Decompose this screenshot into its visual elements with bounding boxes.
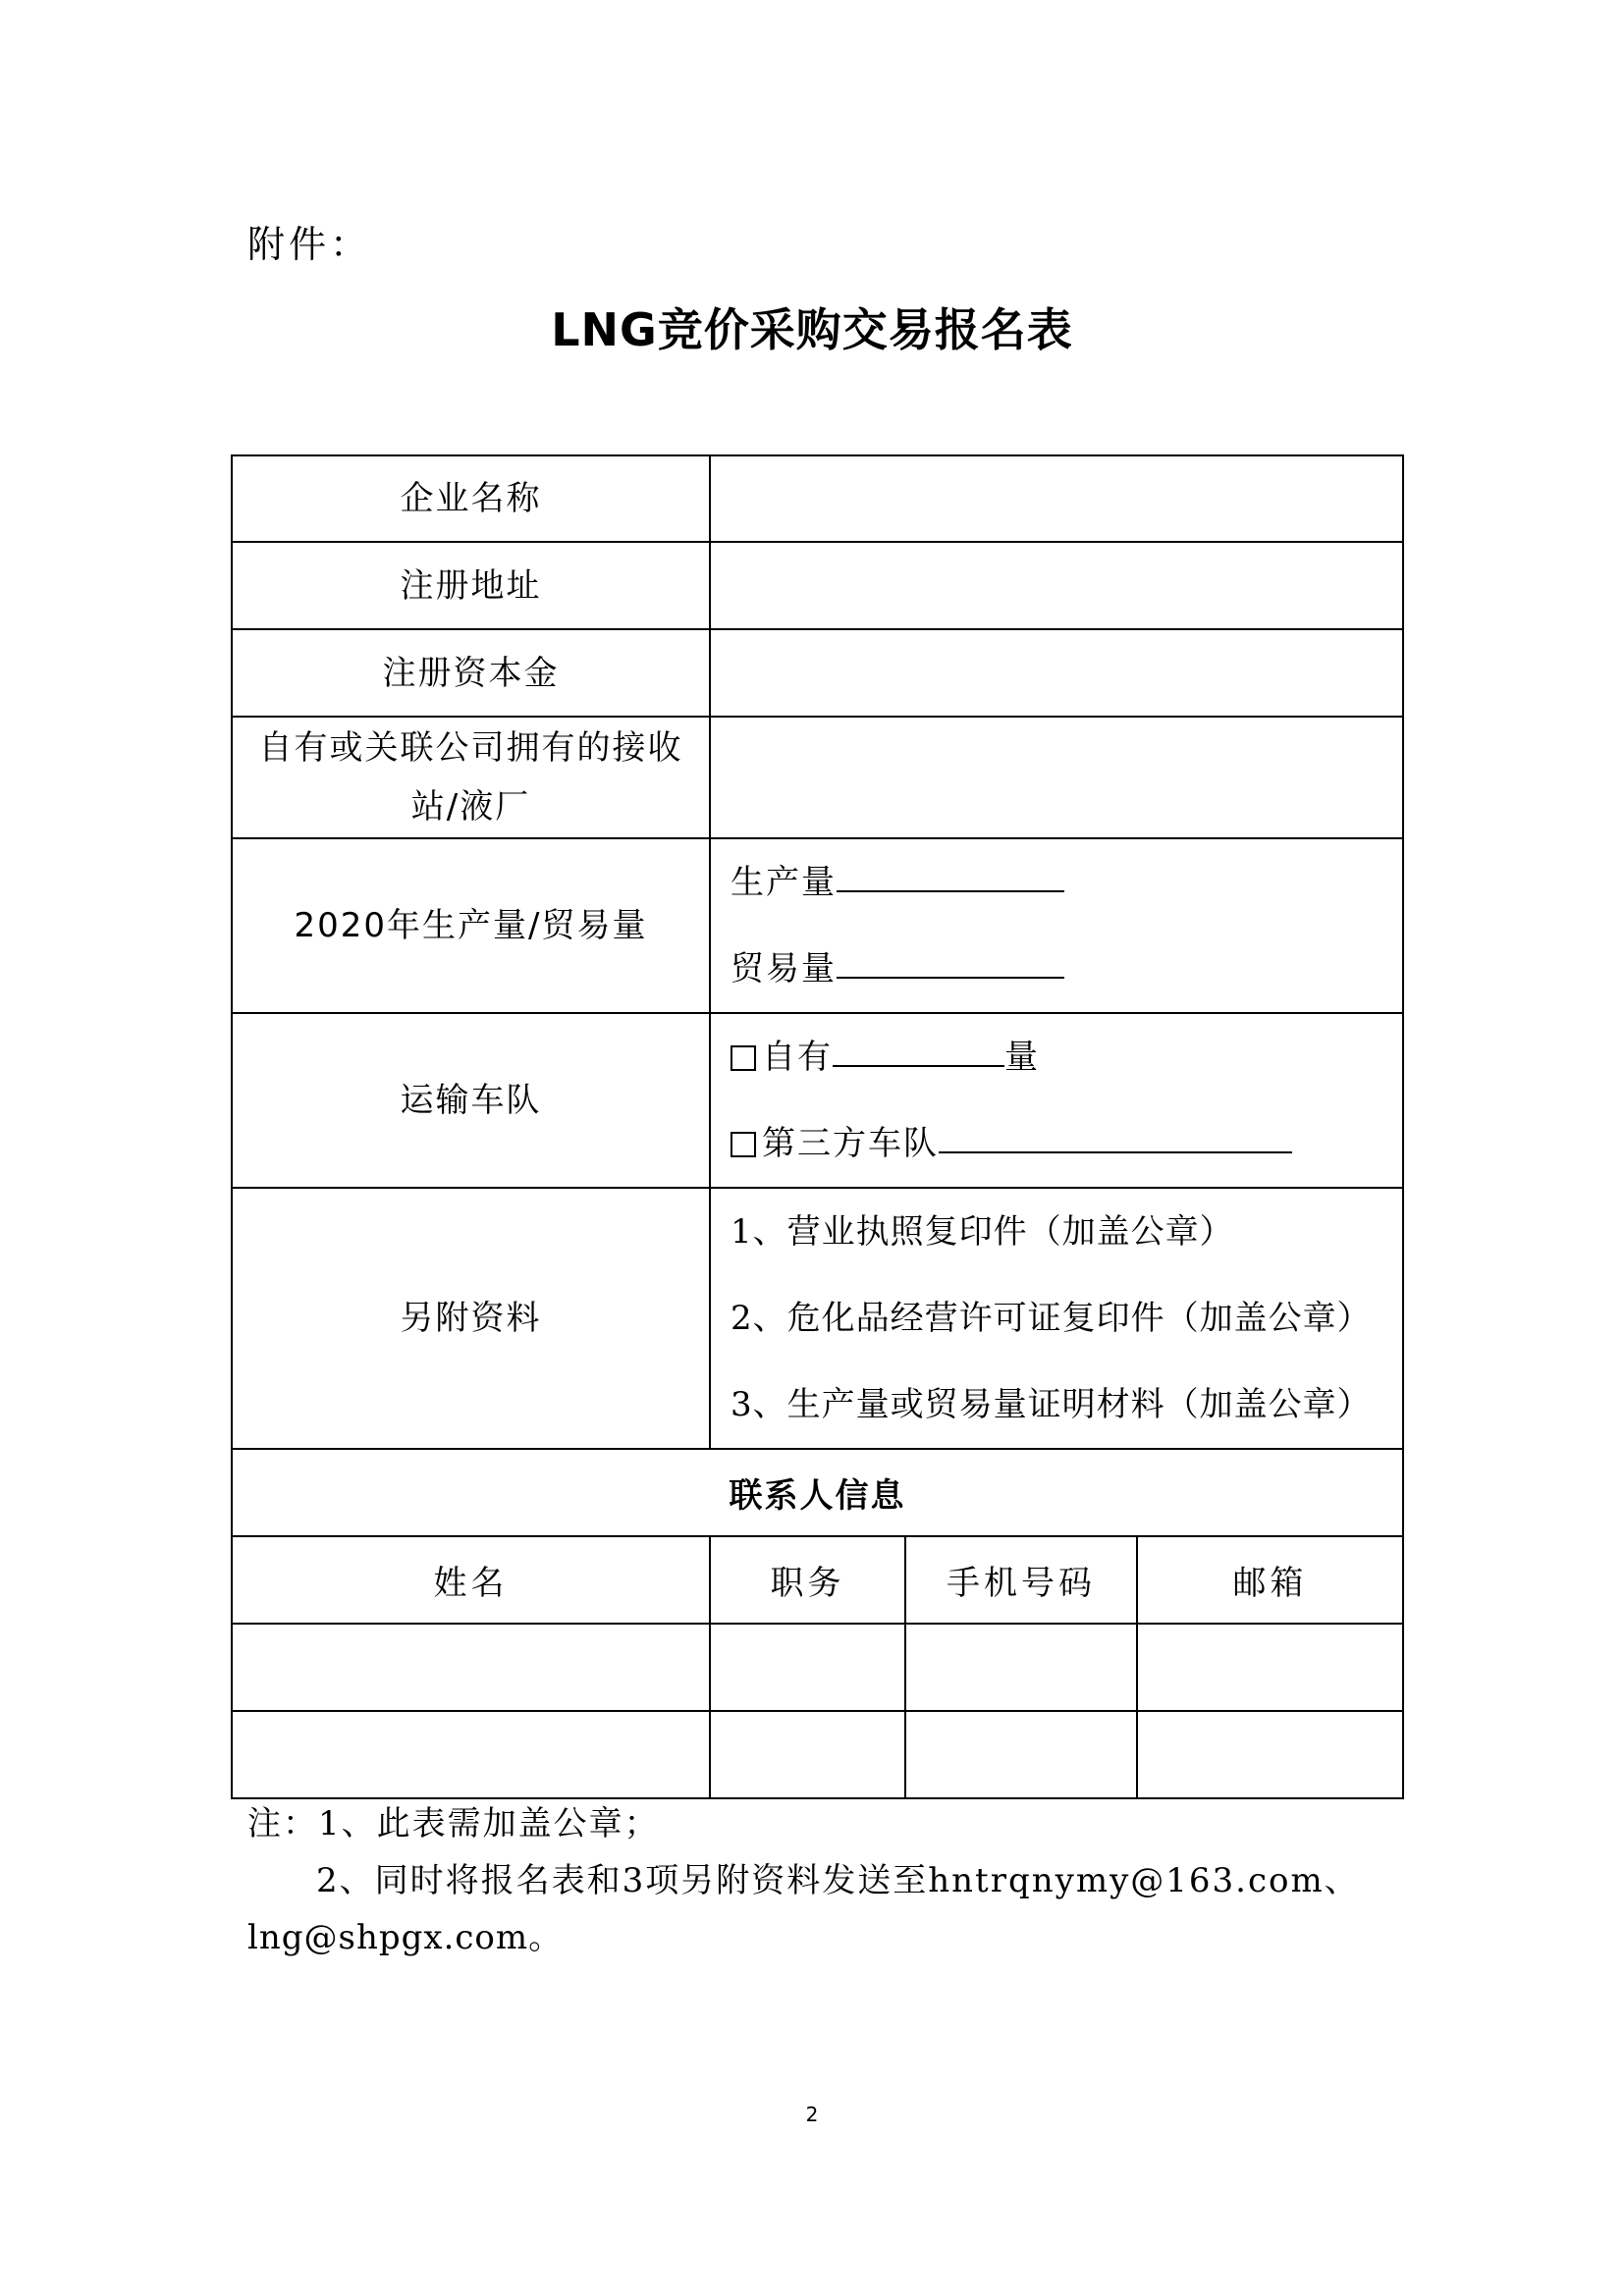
registered-capital-label: 注册资本金 bbox=[232, 629, 710, 717]
own-fleet-unit: 量 bbox=[1004, 1038, 1040, 1077]
own-fleet-line bbox=[731, 1014, 1402, 1100]
attachment-item: 3、生产量或贸易量证明材料（加盖公章） bbox=[731, 1385, 1372, 1424]
company-name-field[interactable] bbox=[710, 455, 1403, 542]
note-line-2: 2、同时将报名表和3项另附资料发送至hntrqnymy@163.com、 bbox=[316, 1861, 1360, 1900]
form-title: LNG竞价采购交易报名表 bbox=[551, 303, 1073, 356]
company-name-label: 企业名称 bbox=[232, 455, 710, 542]
contact-section-title: 联系人信息 bbox=[232, 1449, 1403, 1536]
terminal-plant-field[interactable] bbox=[710, 717, 1403, 838]
contact-email-cell[interactable] bbox=[1137, 1711, 1403, 1798]
production-volume-cell bbox=[710, 838, 1403, 1013]
production-blank[interactable] bbox=[837, 843, 1064, 892]
trade-line bbox=[731, 926, 1402, 1012]
own-fleet-checkbox[interactable] bbox=[731, 1045, 756, 1071]
registration-form bbox=[231, 454, 1404, 1799]
own-fleet-label: 自有 bbox=[762, 1038, 833, 1077]
registered-address-field[interactable] bbox=[710, 542, 1403, 629]
registered-capital-field[interactable] bbox=[710, 629, 1403, 717]
registered-address-label: 注册地址 bbox=[232, 542, 710, 629]
transport-fleet-label: 运输车队 bbox=[232, 1013, 710, 1188]
contact-phone-cell[interactable] bbox=[905, 1624, 1137, 1711]
contact-col-phone: 手机号码 bbox=[905, 1536, 1137, 1624]
contact-col-email: 邮箱 bbox=[1137, 1536, 1403, 1624]
third-party-fleet-blank[interactable] bbox=[939, 1104, 1292, 1153]
attachments-label: 另附资料 bbox=[232, 1188, 710, 1449]
attachment-label: 附件： bbox=[247, 223, 372, 266]
note-line-3: lng@shpgx.com。 bbox=[247, 1918, 564, 1957]
own-fleet-blank[interactable] bbox=[833, 1018, 1004, 1067]
transport-fleet-cell bbox=[710, 1013, 1403, 1188]
third-party-fleet-line bbox=[731, 1100, 1402, 1187]
contact-position-cell[interactable] bbox=[710, 1624, 905, 1711]
contact-phone-cell[interactable] bbox=[905, 1711, 1137, 1798]
attachment-item: 1、营业执照复印件（加盖公章） bbox=[731, 1212, 1234, 1252]
contact-position-cell[interactable] bbox=[710, 1711, 905, 1798]
attachment-item: 2、危化品经营许可证复印件（加盖公章） bbox=[731, 1299, 1372, 1338]
production-label: 生产量 bbox=[731, 863, 837, 902]
contact-row bbox=[232, 1624, 1403, 1711]
production-line bbox=[731, 839, 1402, 926]
third-party-fleet-checkbox[interactable] bbox=[731, 1132, 756, 1157]
attachments-cell bbox=[710, 1188, 1403, 1449]
page-number: 2 bbox=[805, 2103, 819, 2126]
production-volume-label: 2020年生产量/贸易量 bbox=[232, 838, 710, 1013]
third-party-fleet-label: 第三方车队 bbox=[762, 1124, 939, 1163]
contact-row bbox=[232, 1711, 1403, 1798]
trade-label: 贸易量 bbox=[731, 949, 837, 988]
terminal-plant-label: 自有或关联公司拥有的接收站/液厂 bbox=[232, 717, 710, 838]
contact-col-position: 职务 bbox=[710, 1536, 905, 1624]
contact-col-name: 姓名 bbox=[232, 1536, 710, 1624]
contact-name-cell[interactable] bbox=[232, 1624, 710, 1711]
contact-email-cell[interactable] bbox=[1137, 1624, 1403, 1711]
note-line-1: 注：1、此表需加盖公章； bbox=[247, 1804, 660, 1843]
contact-name-cell[interactable] bbox=[232, 1711, 710, 1798]
trade-blank[interactable] bbox=[837, 930, 1064, 979]
